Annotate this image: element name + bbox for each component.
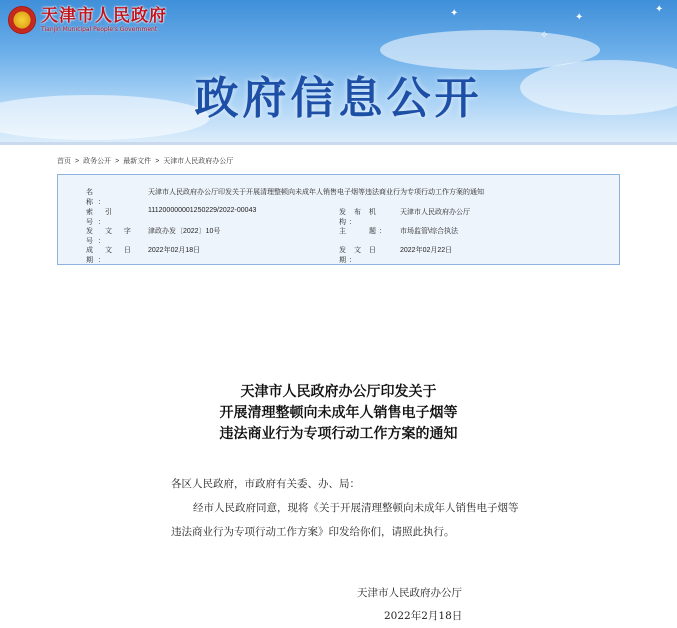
banner-title: 政府信息公开 bbox=[194, 73, 483, 124]
document-title bbox=[0, 382, 677, 445]
meta-row-index bbox=[58, 207, 619, 226]
name-label: 名 称： bbox=[86, 189, 122, 206]
document-metadata-table bbox=[57, 174, 620, 265]
meta-row-name bbox=[58, 187, 619, 206]
document-body bbox=[171, 472, 521, 544]
created-date-label: 成 文 日 期： bbox=[86, 247, 136, 264]
title-line: 违法商业行为专项行动工作方案的通知 bbox=[219, 426, 458, 442]
title-line: 开展清理整顿向未成年人销售电子烟等 bbox=[219, 405, 458, 421]
breadcrumb-home[interactable]: 首页 bbox=[57, 158, 71, 165]
bird-icon: ✦ bbox=[575, 12, 584, 23]
topic-value: 市场监管\综合执法 bbox=[400, 228, 458, 235]
published-date-value: 2022年02月22日 bbox=[400, 247, 453, 254]
signature: 天津市人民政府办公厅 bbox=[357, 587, 462, 599]
meta-row-dates bbox=[58, 245, 619, 264]
org-name-cn: 天津市人民政府 bbox=[41, 5, 167, 26]
national-emblem-icon bbox=[8, 6, 36, 34]
site-logo[interactable] bbox=[8, 6, 167, 34]
bird-icon: ✦ bbox=[655, 4, 664, 15]
bird-icon: ✧ bbox=[540, 30, 549, 41]
issuer-label: 发 布 机 构： bbox=[339, 209, 379, 226]
issuer-value: 天津市人民政府办公厅 bbox=[400, 209, 470, 216]
docno-label: 发 文 字 号： bbox=[86, 228, 136, 245]
breadcrumb-gov-affairs[interactable]: 政务公开 bbox=[83, 158, 112, 165]
salutation: 各区人民政府，市政府有关委、办、局： bbox=[171, 478, 360, 490]
created-date-value: 2022年02月18日 bbox=[148, 247, 201, 254]
breadcrumb-office[interactable]: 天津市人民政府办公厅 bbox=[163, 158, 234, 165]
org-name-en: Tianjin Municipal People's Government bbox=[41, 25, 158, 33]
title-line: 天津市人民政府办公厅印发关于 bbox=[240, 384, 437, 400]
breadcrumb: 首页 > 政务公开 > 最新文件 > 天津市人民政府办公厅 bbox=[57, 158, 234, 165]
index-value: 111200000001250229/2022-00043 bbox=[148, 207, 257, 214]
site-banner bbox=[0, 0, 677, 142]
name-value: 天津市人民政府办公厅印发关于开展清理整顿向未成年人销售电子烟等违法商业行为专项行动工作方案的通知 bbox=[148, 189, 484, 196]
topic-label: 主 题： bbox=[339, 228, 389, 235]
index-label: 索 引 号： bbox=[86, 209, 117, 226]
banner-divider bbox=[0, 142, 677, 145]
bird-icon: ✦ bbox=[450, 8, 459, 19]
signature-date: 2022年2月18日 bbox=[384, 610, 463, 622]
docno-value: 津政办发〔2022〕10号 bbox=[148, 228, 221, 235]
published-date-label: 发 文 日 期： bbox=[339, 247, 379, 264]
meta-row-docno bbox=[58, 226, 619, 245]
body-paragraph: 经市人民政府同意，现将《关于开展清理整顿向未成年人销售电子烟等违法商业行为专项行动工作方案》印发给你们，请照此执行。 bbox=[171, 502, 519, 538]
breadcrumb-latest-docs[interactable]: 最新文件 bbox=[123, 158, 152, 165]
